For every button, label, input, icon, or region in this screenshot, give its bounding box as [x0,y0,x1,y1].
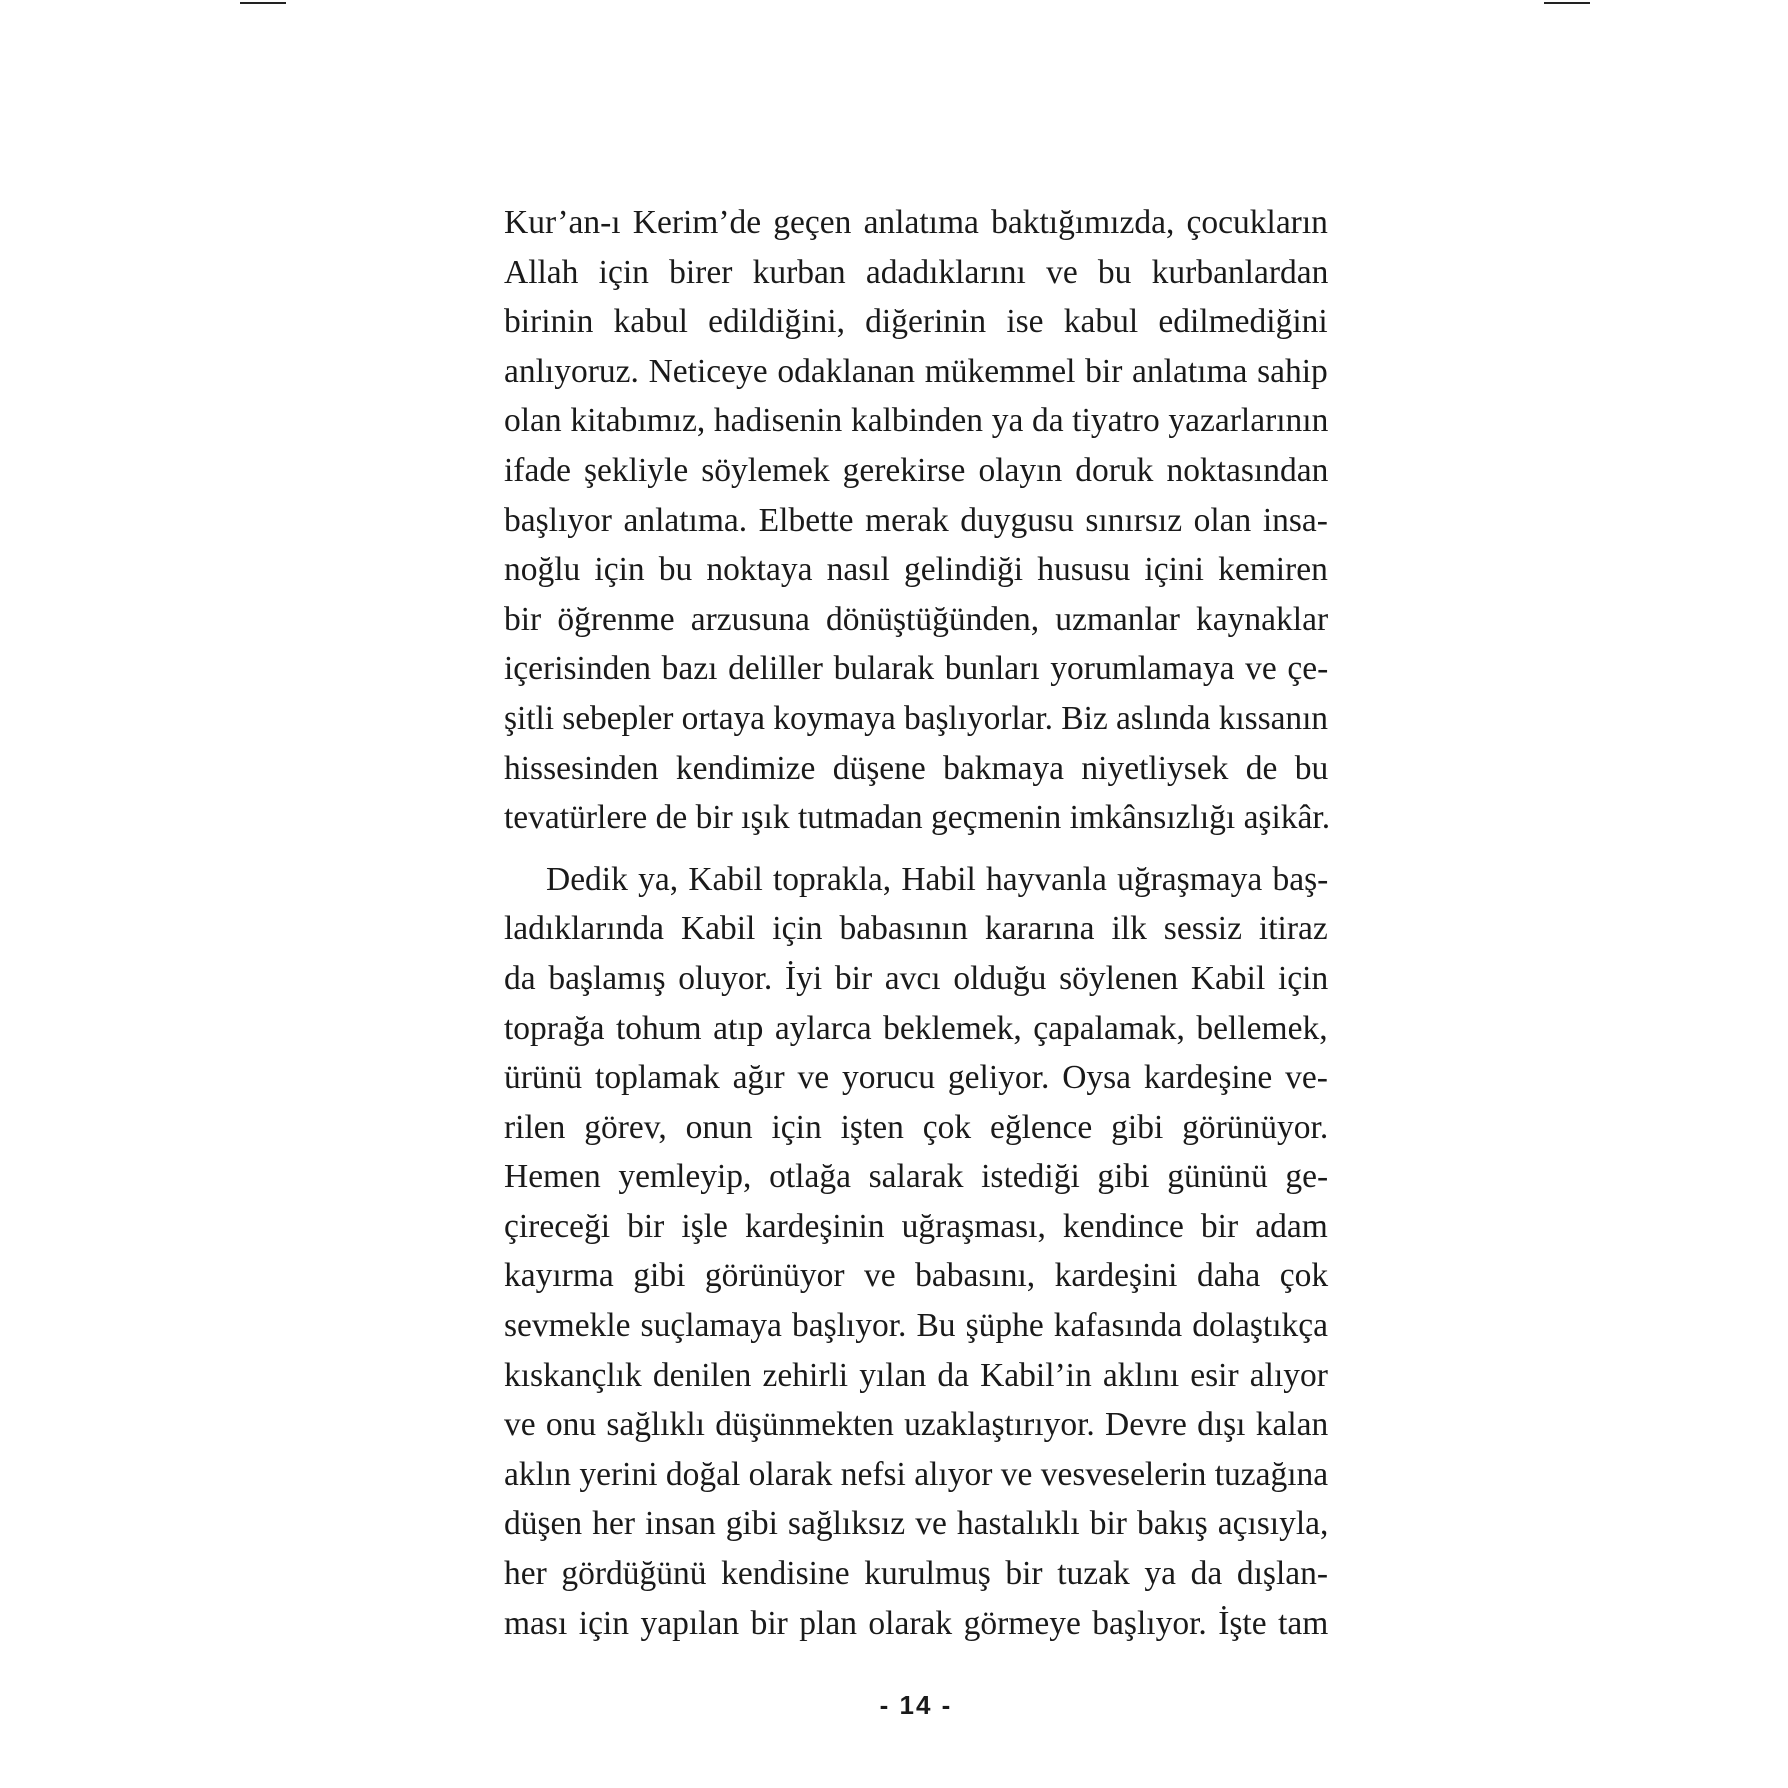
page-number: - 14 - [879,1690,953,1720]
text-line: rilen görev, onun için işten çok eğlence gibi görünüyor. [504,1108,1329,1146]
text-line: her gördüğünü kendisine kurulmuş bir tuzak ya da dışlan- [504,1555,1329,1593]
text-line: düşen her insan gibi sağlıksız ve hastalıklı bir bakış açısıyla, [504,1505,1329,1543]
text-line: içerisinden bazı deliller bularak bunları yorumlamaya ve çe- [504,650,1329,688]
text-line: ladıklarında Kabil için babasının kararına ilk sessiz itiraz [504,910,1328,948]
text-line: ifade şekliyle söylemek gerekirse olayın doruk noktasından [504,451,1329,489]
text-line: hissesinden kendimize düşene bakmaya niyetliysek de bu [504,749,1329,787]
text-line: sevmekle suçlamaya başlıyor. Bu şüphe kafasında dolaştıkça [504,1307,1329,1345]
text-line: noğlu için bu noktaya nasıl gelindiği hususu içini kemiren [504,551,1328,589]
text-line: olan kitabımız, hadisenin kalbinden ya da tiyatro yazarlarının [504,402,1329,440]
text-line: birinin kabul edildiğini, diğerinin ise kabul edilmediğini [504,303,1328,341]
text-line: kıskançlık denilen zehirli yılan da Kabil’in aklını esir alıyor [504,1356,1328,1394]
text-line: tevatürlere de bir ışık tutmadan geçmenin imkânsızlığı aşikâr. [504,799,1331,837]
paragraph-2 [504,855,1328,1649]
text-line: ması için yapılan bir plan olarak görmeye başlıyor. İşte tam [504,1604,1329,1642]
text-line: da başlamış oluyor. İyi bir avcı olduğu söylenen Kabil için [504,959,1329,997]
crop-mark-left [240,2,286,4]
text-line: şitli sebepler ortaya koymaya başlıyorlar. Biz aslında kıssanın [504,699,1328,737]
text-line: Allah için birer kurban adadıklarını ve bu kurbanlardan [504,253,1329,291]
text-line: Hemen yemleyip, otlağa salarak istediği gibi gününü ge- [504,1158,1329,1196]
text-line: bir öğrenme arzusuna dönüştüğünden, uzmanlar kaynaklar [504,600,1329,638]
text-line: başlıyor anlatıma. Elbette merak duygusu sınırsız olan insa- [504,501,1328,539]
text-line: Kur’an-ı Kerim’de geçen anlatıma baktığımızda, çocukların [504,204,1328,241]
text-line: ve onu sağlıklı düşünmekten uzaklaştırıyor. Devre dışı kalan [504,1406,1329,1444]
text-line: Dedik ya, Kabil toprakla, Habil hayvanla uğraşmaya baş- [546,860,1329,898]
body-text [504,198,1331,1648]
text-line: kayırma gibi görünüyor ve babasını, kardeşini daha çok [504,1257,1329,1295]
text-line: aklın yerini doğal olarak nefsi alıyor ve vesveselerin tuzağına [504,1455,1329,1493]
text-line: toprağa tohum atıp aylarca beklemek, çapalamak, bellemek, [504,1009,1328,1047]
crop-mark-right [1544,2,1590,4]
text-line: ürünü toplamak ağır ve yorucu geliyor. Oysa kardeşine ve- [504,1059,1328,1097]
paragraph-1 [504,198,1331,843]
text-line: anlıyoruz. Neticeye odaklanan mükemmel bir anlatıma sahip [504,352,1328,390]
text-line: çireceği bir işle kardeşinin uğraşması, kendince bir adam [504,1207,1328,1245]
